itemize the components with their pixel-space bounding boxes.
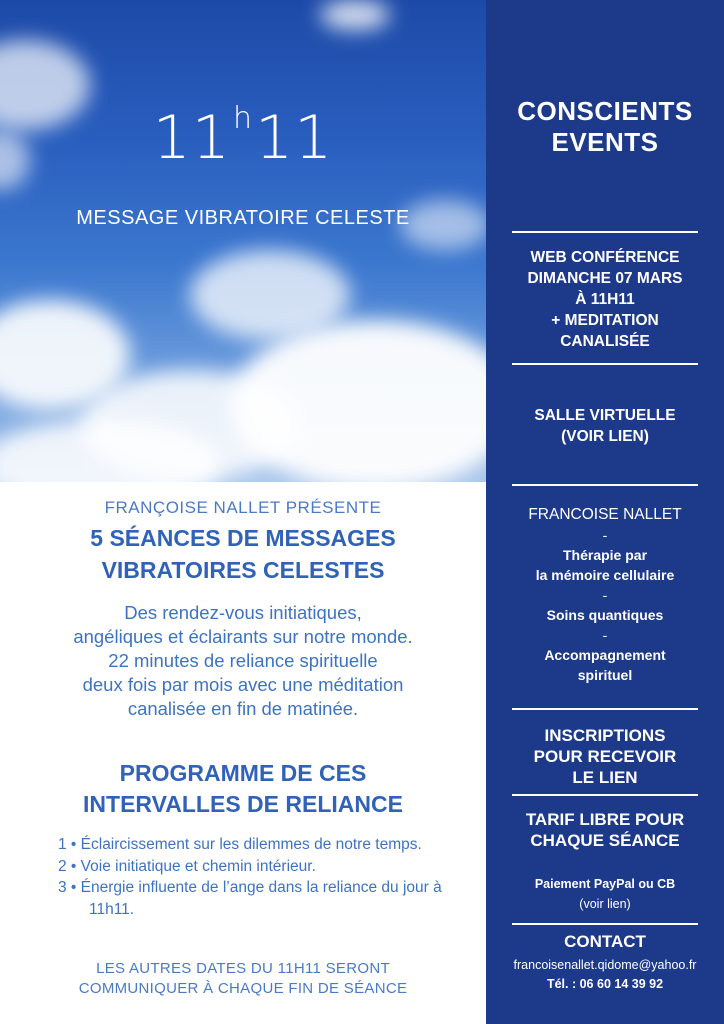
payment-line: Paiement PayPal ou CB — [534, 877, 676, 891]
service-line: Accompagnement — [544, 647, 666, 663]
service-line: spirituel — [577, 667, 633, 683]
separator-dash: - — [602, 587, 608, 603]
intro-paragraph — [0, 601, 486, 721]
program-title-line: INTERVALLES DE RELIANCE — [83, 791, 403, 817]
presenter-name: FRANCOISE NALLET — [528, 506, 682, 523]
room-line: (VOIR LIEN) — [561, 428, 649, 445]
separator-dash: - — [602, 627, 608, 643]
brand-title — [486, 96, 724, 158]
program-item: 3 • Énergie influente de l’ange dans la reliance du jour à 11h11. — [58, 879, 442, 918]
hero-subtitle: MESSAGE VIBRATOIRE CELESTE — [76, 207, 410, 229]
signup-line: INSCRIPTIONS — [544, 726, 666, 745]
event-line: + MEDITATION — [551, 312, 659, 329]
signup-line: LE LIEN — [572, 768, 638, 787]
program-title-line: PROGRAMME DE CES — [119, 760, 367, 786]
hero-title-h: h — [232, 101, 253, 136]
service-line: Soins quantiques — [546, 607, 664, 623]
footer-note — [0, 959, 486, 999]
tarif-line: TARIF LIBRE POUR — [525, 810, 685, 829]
intro-line: deux fois par mois avec une méditation — [82, 674, 404, 695]
left-content — [0, 482, 486, 1024]
services-list — [486, 525, 724, 685]
program-item: 1 • Éclaircissement sur les dilemmes de notre temps. — [58, 836, 422, 853]
separator-dash: - — [602, 527, 608, 543]
event-details — [486, 247, 724, 352]
divider — [512, 363, 698, 365]
event-line: CANALISÉE — [560, 333, 650, 350]
footer-note-line: COMMUNIQUER À CHAQUE FIN DE SÉANCE — [78, 980, 408, 997]
hero-sky-image — [0, 0, 486, 482]
divider — [512, 708, 698, 710]
intro-line: Des rendez-vous initiatiques, — [124, 602, 362, 623]
hero-title-minute: 11 — [255, 103, 334, 173]
contact-phone[interactable]: Tél. : 06 60 14 39 92 — [546, 977, 664, 991]
payment-line: (voir lien) — [579, 897, 631, 911]
payment-info — [486, 874, 724, 914]
intro-line: angéliques et éclairants sur notre monde. — [73, 626, 413, 647]
signup-info — [486, 725, 724, 788]
virtual-room — [486, 405, 724, 447]
intro-line: 22 minutes de reliance spirituelle — [108, 650, 378, 671]
info-sidebar — [486, 0, 724, 1024]
footer-note-line: LES AUTRES DATES DU 11H11 SERONT — [96, 960, 390, 977]
program-list — [58, 834, 468, 920]
hero-title-hour: 11 — [152, 103, 231, 173]
event-line: À 11H11 — [575, 291, 635, 308]
pricing-info — [486, 809, 724, 851]
brand-line: CONSCIENTS — [517, 96, 693, 126]
event-line: WEB CONFÉRENCE — [530, 249, 680, 266]
cloud-shape — [320, 0, 390, 30]
divider — [512, 923, 698, 925]
signup-line: POUR RECEVOIR — [533, 747, 677, 766]
brand-line: EVENTS — [551, 127, 659, 157]
room-line: SALLE VIRTUELLE — [534, 407, 676, 424]
service-line: la mémoire cellulaire — [535, 567, 675, 583]
divider — [512, 794, 698, 796]
program-title — [0, 758, 486, 820]
contact-email[interactable]: francoisenallet.qidome@yahoo.fr — [513, 958, 697, 972]
headline-line: VIBRATOIRES CELESTES — [101, 557, 385, 583]
intro-line: canalisée en fin de matinée. — [127, 698, 359, 719]
headline — [0, 522, 486, 586]
hero-title — [0, 101, 486, 173]
presenter-line: FRANÇOISE NALLET PRÉSENTE — [104, 498, 382, 517]
headline-line: 5 SÉANCES DE MESSAGES — [90, 525, 396, 551]
divider — [512, 484, 698, 486]
divider — [512, 231, 698, 233]
service-line: Thérapie par — [562, 547, 648, 563]
contact-title: CONTACT — [564, 932, 646, 951]
tarif-line: CHAQUE SÉANCE — [530, 831, 680, 850]
program-item: 2 • Voie initiatique et chemin intérieur. — [58, 857, 316, 875]
event-line: DIMANCHE 07 MARS — [527, 270, 683, 287]
